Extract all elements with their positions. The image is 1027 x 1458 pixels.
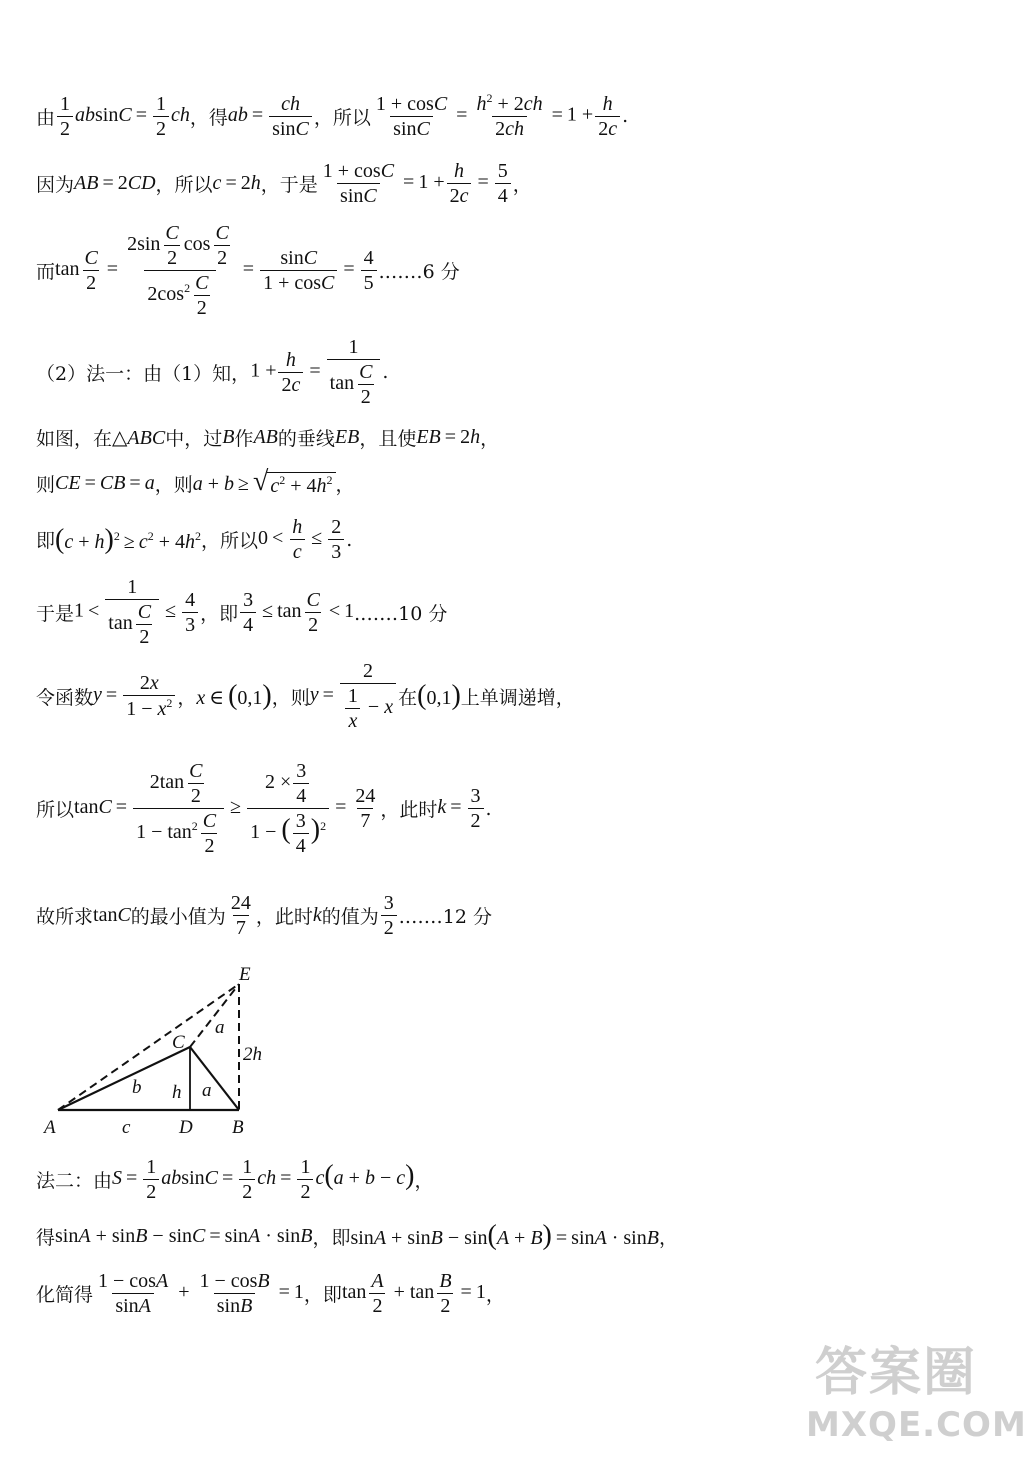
formula: y = $\frac{2x}{1 - x^2}$ (93, 672, 177, 720)
text: 所以 (36, 799, 75, 821)
text: 得 (36, 1226, 56, 1249)
text: ，且使 (359, 428, 417, 450)
text: ，得 (189, 106, 228, 129)
formula: x ∈ (0,1) (196, 680, 272, 711)
text: ，即 (200, 602, 239, 625)
text: ，此时 (380, 799, 438, 821)
line-4 (36, 336, 388, 408)
text: 上单调递增， (460, 686, 575, 709)
line-1 (36, 92, 628, 140)
text: ，即 (303, 1284, 342, 1306)
text: . (485, 797, 492, 820)
edge-cb (190, 1047, 239, 1110)
formula: B (222, 426, 235, 448)
text: 令函数 (36, 686, 94, 709)
text: ，于是 (260, 174, 318, 196)
label-a-point: A (44, 1117, 56, 1138)
formula: sinA + sinB − sin(A + B) = sinA · sinB (350, 1220, 659, 1251)
text: 在 (398, 686, 418, 709)
line-5 (36, 424, 499, 451)
line-3 (36, 222, 460, 319)
formula: c = 2h (212, 172, 261, 194)
label-c-side: c (122, 1117, 131, 1138)
text: 故所求 (36, 906, 94, 928)
text: ，即 (312, 1226, 351, 1249)
formula: k = $\frac{3}{2}$ (437, 785, 485, 832)
formula: △ABC (112, 427, 166, 449)
edge-ac (58, 1047, 190, 1110)
line-12 (36, 1156, 433, 1203)
text: . (622, 105, 629, 127)
text: .……6 分 (378, 261, 460, 283)
formula: S = $\frac{1}{2}$ absinC = $\frac{1}{2}$ ch = $\frac{1}{2}$ c(a + b − c) (112, 1156, 415, 1203)
formula: 1 + $\frac{h}{2c}$ = 1 tan $\frac{C}{2}$ (250, 336, 382, 408)
line-8 (36, 576, 447, 648)
text: ，则 (271, 686, 310, 709)
formula: 1 < 1 tan $\frac{C}{2}$ ≤ $\frac{4}{3}$ (74, 576, 200, 648)
formula: $\frac{1 + \cos C}{\sin C}$ = $\frac{h^2 + 2ch}{2ch}$ = 1 + $\frac{h}{2c}$ (371, 92, 622, 140)
formula: AB (253, 426, 278, 448)
text: 由 (36, 106, 56, 129)
line-6 (36, 468, 355, 498)
text: 作 (234, 428, 254, 450)
formula: $\frac{1 + \cos C}{\sin C}$ = 1 + $\frac{h}{2c}$ = $\frac{5}{4}$ (318, 160, 513, 207)
text: ，所以 (155, 174, 213, 196)
text: 的最小值为 (130, 906, 226, 928)
text: ， (658, 1226, 678, 1249)
text: 而 (36, 261, 56, 283)
formula: ab = $\frac{ch}{\sin C}$ (228, 93, 314, 140)
line-14 (36, 1270, 505, 1317)
line-11 (36, 892, 492, 939)
text: ，所以 (201, 530, 259, 552)
label-b-side: b (132, 1077, 142, 1098)
text: 因为 (36, 174, 75, 196)
formula: a + b ≥ √ $c^2 + 4h^2$ (193, 468, 336, 498)
text: ， (177, 686, 197, 709)
label-a-side-upper: a (215, 1017, 225, 1038)
formula: EB (334, 426, 360, 448)
formula: EB = 2h (416, 426, 481, 448)
formula: sinA + sinB − sinC = sinA · sinB (55, 1224, 313, 1247)
text: .……12 分 (398, 906, 492, 928)
text: 中，过 (165, 428, 223, 450)
text: 的垂线 (277, 428, 335, 450)
line-2 (36, 160, 532, 207)
formula: y = 2 $\frac{1}{x}$ − x (310, 660, 398, 732)
text: 化简得 (36, 1284, 94, 1306)
formula: tan $\frac{A}{2}$ + tan $\frac{B}{2}$ = 1 (341, 1270, 486, 1317)
formula: tan $\frac{C}{2}$ = 2sin $\frac{C}{2}$ cos $\frac{C}{2}$ $2\cos^2$ $\frac{C}{2}$ = $\frac{\sin C}{1 + \cos C}$ = $\frac{4}{5}$ (55, 222, 379, 319)
label-e-point: E (239, 964, 251, 985)
line-7 (36, 516, 352, 563)
label-h: h (172, 1082, 182, 1103)
formula: $\frac{1 - \cos A}{\sin A}$ + $\frac{1 - \cos B}{\sin B}$ = 1 (98, 1270, 304, 1317)
formula: tanC = 2tan $\frac{C}{2}$ $1 - \tan^2$ $\frac{C}{2}$ ≥ 2 × $\frac{3}{4}$ 1 − ( $\frac{3}{4}$ )$^2$ = $\frac{24}{7}$ (74, 760, 376, 857)
text: . (346, 528, 353, 551)
formula: $\frac{3}{2}$ (379, 892, 399, 939)
formula: $\frac{24}{7}$ (230, 892, 251, 939)
text: 则 (36, 473, 56, 496)
formula: CE = CB = a (55, 471, 155, 494)
label-a-side-lower: a (202, 1080, 212, 1101)
formula: $\frac{1}{2}$ absinC = $\frac{1}{2}$ ch (55, 93, 190, 140)
text: ，则 (154, 473, 193, 496)
formula: (0,1) (417, 680, 461, 711)
text: 即 (36, 530, 56, 552)
formula: AB = 2CD (74, 172, 156, 194)
watermark-bottom: MXQE.COM (806, 1405, 1027, 1445)
text: 法二：由 (36, 1170, 113, 1192)
label-b-point: B (232, 1117, 244, 1138)
text: ， (512, 174, 532, 196)
line-13 (36, 1222, 678, 1250)
text: 的值为 (321, 906, 379, 928)
text: ， (335, 473, 355, 496)
text: . (382, 361, 389, 383)
text: .……10 分 (354, 602, 448, 625)
watermark-logo (806, 1330, 1027, 1450)
text: ， (485, 1284, 505, 1306)
text: ，此时 (255, 906, 313, 928)
formula: 0 < $\frac{h}{c}$ ≤ $\frac{2}{3}$ (258, 516, 346, 563)
line-10 (36, 760, 492, 857)
formula: $\frac{3}{4}$ ≤ tan $\frac{C}{2}$ < 1 (238, 589, 354, 636)
text: 于是 (36, 602, 75, 625)
formula: $(c + h)^2 \ge c^2 + 4h^2$ (55, 523, 201, 555)
formula: tanC (93, 904, 131, 926)
formula: k (312, 904, 322, 926)
line-9 (36, 660, 575, 732)
text: ， (480, 428, 500, 450)
label-2h: 2h (243, 1044, 262, 1065)
label-d-point: D (179, 1117, 193, 1138)
text: ， (414, 1170, 434, 1192)
text: ，所以 (313, 106, 371, 129)
label-c-point: C (172, 1032, 185, 1053)
text: （2）法一：由（1）知， (36, 362, 251, 385)
watermark-top: 答案圈 (814, 1343, 977, 1403)
edge-ae (58, 984, 239, 1110)
triangle-figure (36, 958, 296, 1148)
text: 如图，在 (36, 428, 113, 450)
